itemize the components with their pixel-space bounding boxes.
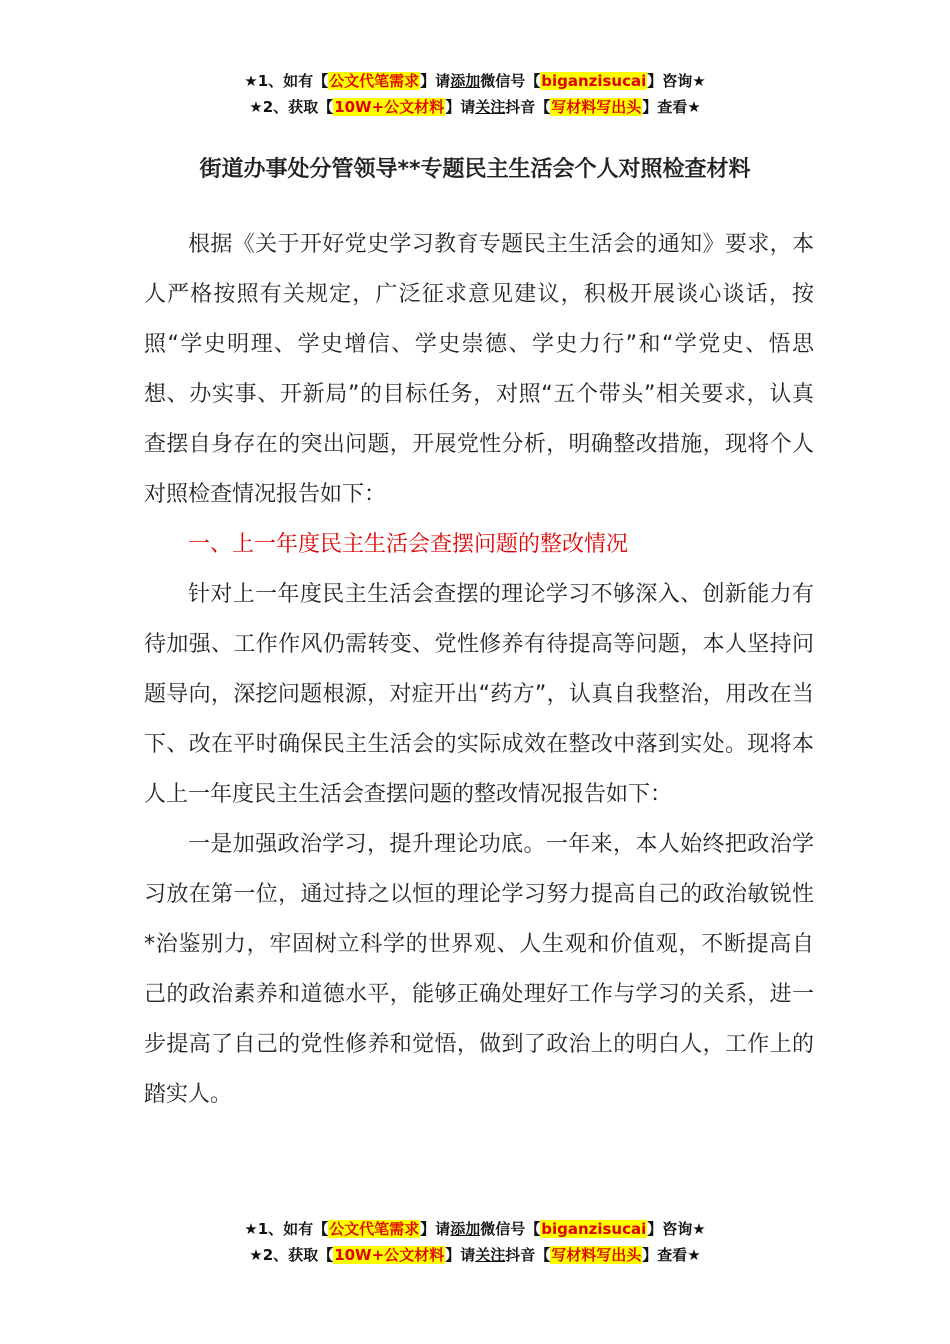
banner-text: ★1、如有【 [244, 1220, 329, 1238]
paragraph-political-study: 一是加强政治学习，提升理论功底。一年来，本人始终把政治学习放在第一位，通过持之以恒的理论学习努力提高自己的政治敏锐性*治鉴别力，牢固树立科学的世界观、人生观和价值观，不断提高自己的政治素养和道德水平，能够正确处理好工作与学习的关系，进一步提高了自己的党性修养和觉悟，做到了政治上的明白人，工作上的踏实人。 [144, 832, 814, 1107]
banner-underline: 关注 [475, 1246, 506, 1264]
banner-line-2 [0, 94, 950, 120]
banner-highlight: 公文代笔需求 [329, 72, 420, 90]
document-body [144, 220, 814, 1120]
header-banner [0, 68, 950, 120]
document-title: 街道办事处分管领导**专题民主生活会个人对照检查材料 [199, 157, 751, 182]
banner-text: 抖音【 [505, 1246, 551, 1264]
banner-highlight: 写材料写出头 [551, 1246, 642, 1264]
section-heading: 一、上一年度民主生活会查摆问题的整改情况 [188, 532, 629, 557]
banner-text: 】咨询★ [647, 72, 706, 90]
banner-highlight: biganzisucai [541, 1220, 647, 1238]
banner-text: ★1、如有【 [244, 72, 329, 90]
banner-text: 微信号【 [480, 1220, 541, 1238]
banner-text: 】请 [420, 72, 451, 90]
banner-underline: 添加 [450, 1220, 481, 1238]
banner-underline: 添加 [450, 72, 481, 90]
banner-highlight: 10W+公文材料 [334, 98, 445, 116]
footer-banner [0, 1216, 950, 1268]
banner-text: 抖音【 [505, 98, 551, 116]
banner-highlight: 公文代笔需求 [329, 1220, 420, 1238]
banner-highlight: biganzisucai [541, 72, 647, 90]
banner-text: 】查看★ [642, 1246, 701, 1264]
banner-text: 】请 [445, 98, 476, 116]
banner-line-1 [0, 1216, 950, 1242]
banner-text: 微信号【 [480, 72, 541, 90]
banner-highlight: 写材料写出头 [551, 98, 642, 116]
banner-text: 】查看★ [642, 98, 701, 116]
banner-highlight: 10W+公文材料 [334, 1246, 445, 1264]
banner-text: 】请 [420, 1220, 451, 1238]
banner-text: ★2、获取【 [249, 1246, 334, 1264]
banner-line-2 [0, 1242, 950, 1268]
banner-text: 】请 [445, 1246, 476, 1264]
banner-line-1 [0, 68, 950, 94]
paragraph-intro: 根据《关于开好党史学习教育专题民主生活会的通知》要求，本人严格按照有关规定，广泛征求意见建议，积极开展谈心谈话，按照“学史明理、学史增信、学史崇德、学史力行”和“学党史、悟思想、办实事、开新局”的目标任务，对照“五个带头”相关要求，认真查摆自身存在的突出问题，开展党性分析，明确整改措施，现将个人对照检查情况报告如下： [144, 232, 814, 507]
banner-text: 】咨询★ [647, 1220, 706, 1238]
paragraph-rectification: 针对上一年度民主生活会查摆的理论学习不够深入、创新能力有待加强、工作作风仍需转变、党性修养有待提高等问题，本人坚持问题导向，深挖问题根源，对症开出“药方”，认真自我整治，用改在当下、改在平时确保民主生活会的实际成效在整改中落到实处。现将本人上一年度民主生活会查摆问题的整改情况报告如下： [144, 582, 814, 807]
banner-text: ★2、获取【 [249, 98, 334, 116]
banner-underline: 关注 [475, 98, 506, 116]
